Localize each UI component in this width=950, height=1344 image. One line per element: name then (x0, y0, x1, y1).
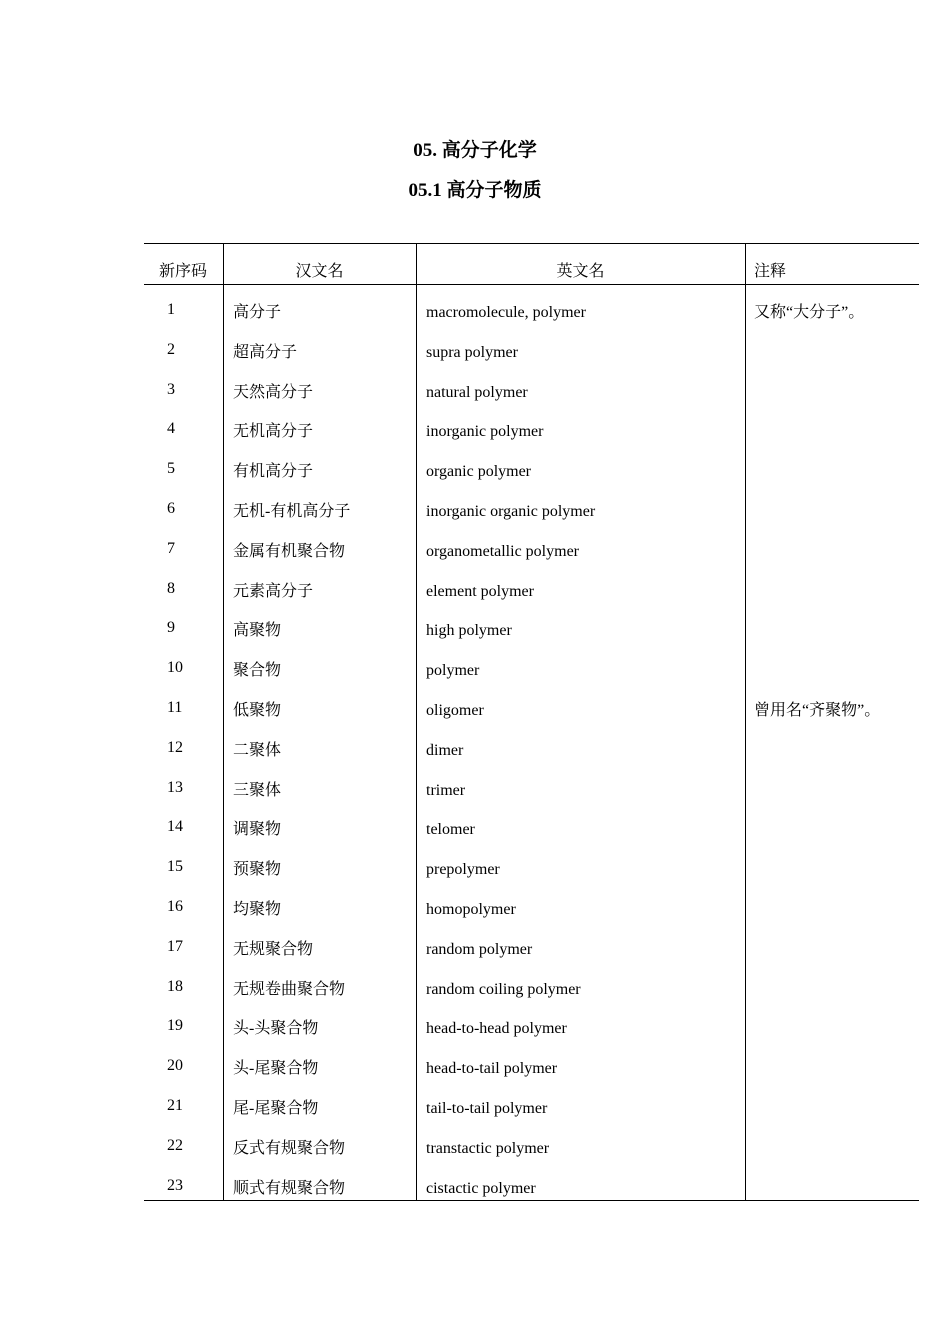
row-english-name: tail-to-tail polymer (426, 1100, 548, 1117)
header-number: 新序码 (159, 263, 208, 280)
row-english-name: trimer (426, 781, 466, 799)
table-row (144, 658, 919, 698)
row-chinese-name: 元素高分子 (233, 582, 314, 600)
row-number: 14 (167, 818, 183, 836)
row-chinese-name: 有机高分子 (233, 463, 314, 481)
row-chinese-name: 头-头聚合物 (233, 1020, 319, 1038)
terms-table (144, 243, 919, 1201)
row-number: 10 (167, 659, 183, 677)
row-chinese-name: 尾-尾聚合物 (233, 1100, 319, 1117)
row-english-name: polymer (426, 662, 480, 680)
table-row (144, 618, 919, 658)
row-number: 19 (167, 1017, 183, 1035)
row-chinese-name: 二聚体 (233, 741, 282, 759)
table-row (144, 1176, 919, 1216)
row-number: 7 (167, 539, 175, 557)
row-number: 4 (167, 420, 175, 438)
row-english-name: prepolymer (426, 861, 500, 879)
row-english-name: inorganic organic polymer (426, 503, 596, 520)
row-english-name: random coiling polymer (426, 980, 581, 998)
section-title: 05.1 高分子物质 (408, 180, 542, 201)
row-note: 又称“大分子”。 (754, 304, 865, 321)
table-row (144, 857, 919, 897)
table-row (144, 1136, 919, 1176)
table-row (144, 897, 919, 937)
row-english-name: homopolymer (426, 901, 516, 918)
table-row (144, 778, 919, 818)
row-number: 18 (167, 977, 183, 995)
row-english-name: head-to-tail polymer (426, 1060, 558, 1078)
row-english-name: dimer (426, 741, 464, 759)
row-english-name: inorganic polymer (426, 423, 544, 441)
row-chinese-name: 低聚物 (233, 702, 282, 719)
header-note: 注释 (754, 263, 787, 280)
row-number: 21 (167, 1097, 183, 1114)
row-chinese-name: 无规聚合物 (233, 940, 314, 958)
row-english-name: natural polymer (426, 383, 528, 401)
row-chinese-name: 高分子 (233, 304, 282, 321)
row-chinese-name: 均聚物 (233, 901, 282, 918)
table-row (144, 380, 919, 420)
row-english-name: random polymer (426, 940, 533, 958)
row-chinese-name: 无规卷曲聚合物 (233, 980, 346, 998)
row-number: 1 (167, 301, 175, 318)
row-number: 17 (167, 937, 183, 955)
row-number: 5 (167, 460, 175, 478)
row-note: 曾用名“齐聚物”。 (754, 702, 881, 719)
table-row (144, 977, 919, 1017)
table-row (144, 937, 919, 977)
table-row (144, 499, 919, 539)
table-header (144, 244, 919, 285)
row-number: 2 (167, 340, 175, 358)
row-chinese-name: 无机高分子 (233, 423, 314, 441)
row-english-name: oligomer (426, 702, 484, 719)
row-chinese-name: 三聚体 (233, 781, 282, 799)
table-row (144, 1096, 919, 1136)
table-row (144, 1056, 919, 1096)
table-row (144, 539, 919, 579)
table-row (144, 419, 919, 459)
row-chinese-name: 金属有机聚合物 (233, 542, 346, 560)
row-english-name: cistactic polymer (426, 1179, 536, 1197)
row-number: 8 (167, 579, 175, 597)
row-english-name: head-to-head polymer (426, 1020, 567, 1038)
row-english-name: telomer (426, 821, 475, 839)
row-english-name: macromolecule, polymer (426, 304, 586, 321)
table-row (144, 1016, 919, 1056)
row-number: 15 (167, 858, 183, 876)
row-english-name: organometallic polymer (426, 542, 579, 560)
row-number: 20 (167, 1057, 183, 1075)
table-row (144, 817, 919, 857)
row-chinese-name: 超高分子 (233, 343, 298, 361)
row-chinese-name: 天然高分子 (233, 383, 314, 401)
header-chinese-name: 汉文名 (295, 263, 344, 280)
row-chinese-name: 头-尾聚合物 (233, 1060, 319, 1078)
header-english-name: 英文名 (556, 263, 605, 280)
row-chinese-name: 高聚物 (233, 622, 282, 640)
row-english-name: organic polymer (426, 463, 532, 481)
row-number: 23 (167, 1176, 183, 1194)
row-chinese-name: 无机-有机高分子 (233, 503, 351, 520)
row-number: 9 (167, 619, 175, 637)
row-number: 3 (167, 380, 175, 398)
row-english-name: transtactic polymer (426, 1139, 550, 1157)
row-number: 12 (167, 738, 183, 756)
row-english-name: high polymer (426, 622, 512, 640)
table-row (144, 698, 919, 738)
row-chinese-name: 调聚物 (233, 821, 282, 839)
row-english-name: supra polymer (426, 343, 518, 361)
table-row (144, 300, 919, 340)
row-english-name: element polymer (426, 582, 534, 600)
row-number: 13 (167, 778, 183, 796)
row-number: 6 (167, 500, 175, 517)
table-row (144, 459, 919, 499)
row-chinese-name: 预聚物 (233, 861, 282, 879)
table-row (144, 340, 919, 380)
row-number: 22 (167, 1136, 183, 1154)
row-chinese-name: 聚合物 (233, 662, 282, 680)
row-chinese-name: 反式有规聚合物 (233, 1139, 346, 1157)
row-number: 11 (167, 699, 183, 716)
document-title: 05. 高分子化学 (413, 140, 537, 161)
table-row (144, 579, 919, 619)
row-chinese-name: 顺式有规聚合物 (233, 1179, 346, 1197)
row-number: 16 (167, 898, 183, 915)
table-row (144, 738, 919, 778)
